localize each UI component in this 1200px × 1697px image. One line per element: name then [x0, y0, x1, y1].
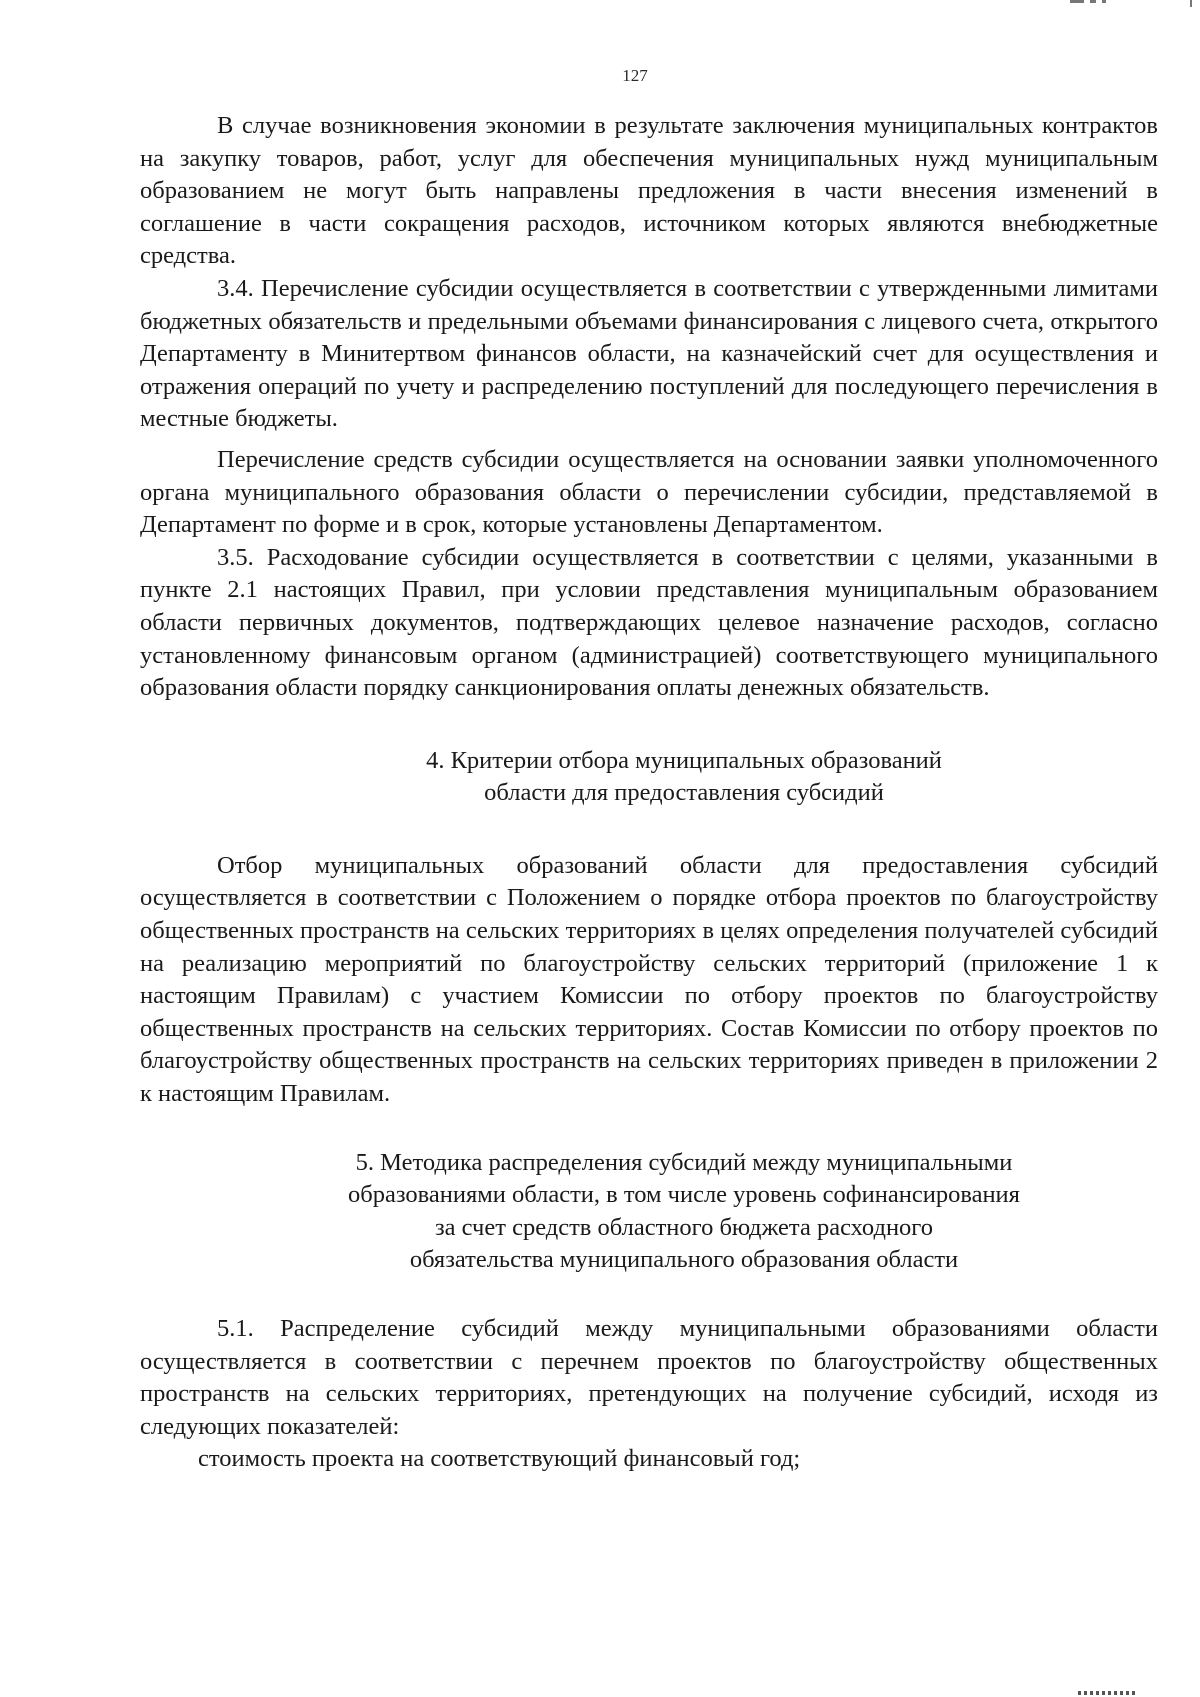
section-heading-5-line-4: обязательства муниципального образования области — [409, 1246, 959, 1274]
section-heading-4-line-1: 4. Критерии отбора муниципальных образований — [426, 746, 942, 774]
section-heading-5-line-3: за счет средств областного бюджета расходного — [435, 1213, 933, 1241]
paragraph-transfer: Перечисление средств субсидии осуществляется на основании заявки уполномоченного органа муниципального образования области о перечислении субсидии, представляемой в Департамент по форме и в срок, которые установлены Департаментом. — [140, 445, 1158, 539]
paragraph-project-cost: стоимость проекта на соответствующий финансовый год; — [198, 1445, 801, 1473]
section-heading-5-line-1: 5. Методика распределения субсидий между муниципальными — [355, 1148, 1013, 1176]
paragraph-selection: Отбор муниципальных образований области для предоставления субсидий осуществляется в соответствии с Положением о порядке отбора проектов по благоустройству общественных пространств на сельских территориях в целях определения получателей субсидий на реализацию мероприятий по благоустройству сельских территорий (приложение 1 к настоящим Правилам) с участием Комиссии по отбору проектов по благоустройству общественных пространств на сельских территориях. Состав Комиссии по отбору проектов по благоустройству общественных пространств на сельских территориях приведен в приложении 2 к настоящим Правилам. — [140, 851, 1158, 1108]
section-heading-4 — [140, 745, 1158, 810]
paragraph-5-1: 5.1. Распределение субсидий между муниципальными образованиями области осуществляется в соответствии с перечнем проектов по благоустройству общественных пространств на сельских территориях, претендующих на получение субсидий, исходя из следующих показателей: — [140, 1315, 1158, 1440]
scan-artifact-top — [1040, 0, 1200, 8]
section-heading-5-line-2: образованиями области, в том числе уровень софинансирования — [348, 1181, 1020, 1209]
page-number: 127 — [622, 66, 648, 85]
section-heading-5 — [140, 1147, 1158, 1277]
paragraph-3-4: 3.4. Перечисление субсидии осуществляется в соответствии с утвержденными лимитами бюджетных обязательств и предельными объемами финансирования с лицевого счета, открытого Департаменту в Минитертвом финансов области, на казначейский счет для осуществления и отражения операций по учету и распределению поступлений для последующего перечисления в местные бюджеты. — [140, 274, 1158, 433]
document-body — [140, 110, 1158, 1476]
paragraph-economy: В случае возникновения экономии в результате заключения муниципальных контрактов на закупку товаров, работ, услуг для обеспечения муниципальных нужд муниципальным образованием не могут быть направлены предложения в части внесения изменений в соглашение в части сокращения расходов, источником которых являются внебюджетные средства. — [140, 112, 1158, 270]
paragraph-3-5: 3.5. Расходование субсидии осуществляется в соответствии с целями, указанными в пункте 2.1 настоящих Правил, при условии представления муниципальным образованием области первичных документов, подтверждающих целевое назначение расходов, согласно установленному финансовым органом (администрацией) соответствующего муниципального образования области порядку санкционирования оплаты денежных обязательств. — [140, 543, 1158, 702]
scan-artifact-bottom — [1078, 1691, 1138, 1695]
section-heading-4-line-2: области для предоставления субсидий — [484, 779, 884, 807]
